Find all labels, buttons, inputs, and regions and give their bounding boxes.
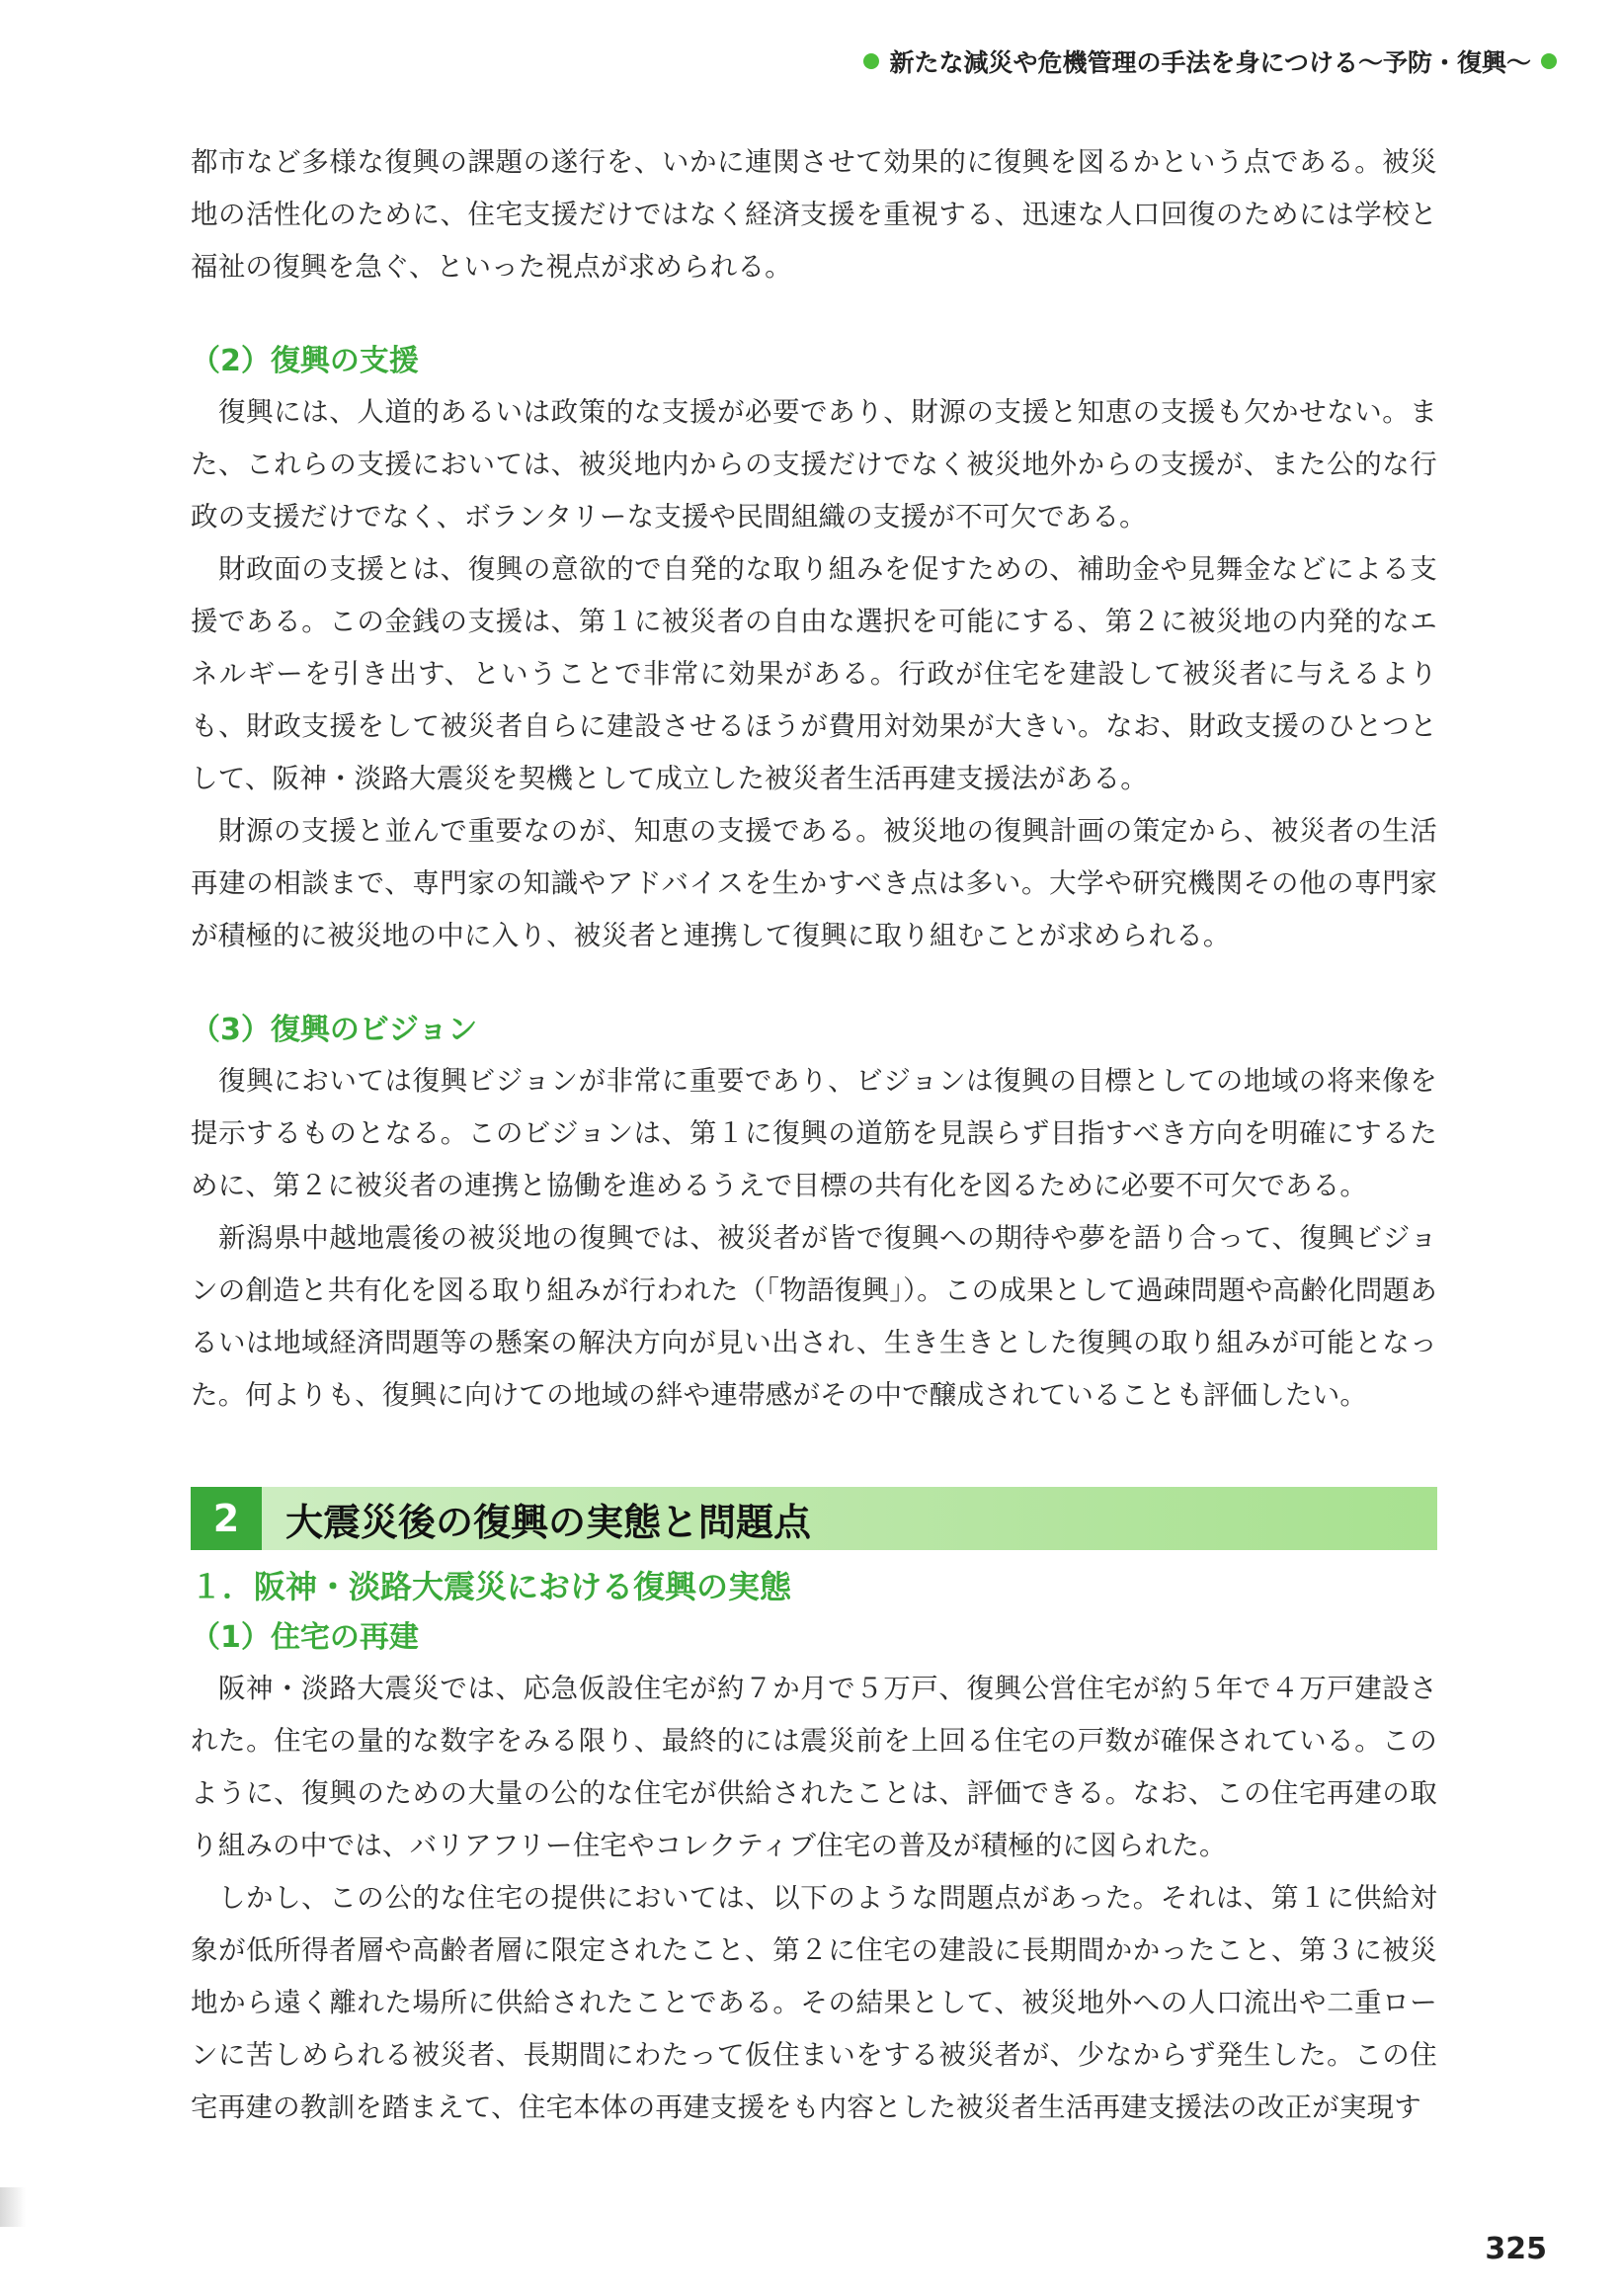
paragraph: しかし、この公的な住宅の提供においては、以下のような問題点があった。それは、第１に供給対象が低所得者層や高齢者層に限定されたこと、第２に住宅の建設に長期間かかったこと、第３に被災地から遠く離れた場所に供給されたことである。その結果として、被災地外への人口流出や二重ローンに苦しめられる被災者、長期間にわたって仮住まいをする被災者が、少なからず発生した。この住宅再建の教訓を踏まえて、住宅本体の再建支援をも内容とした被災者生活再建支援法の改正が実現す (191, 1882, 1437, 2123)
subheading: １．阪神・淡路大震災における復興の実態 (191, 1568, 792, 1605)
paragraph: 新潟県中越地震後の被災地の復興では、被災者が皆で復興への期待や夢を語り合って、復興ビジョンの創造と共有化を図る取り組みが行われた（「物語復興」）。この成果として過疎問題や高齢化問題あるいは地域経済問題等の懸案の解決方向が見い出され、生き生きとした復興の取り組みが可能となった。何よりも、復興に向けての地域の絆や連帯感がその中で醸成されていることも評価したい。 (191, 1222, 1437, 1411)
chapter-title: 大震災後の復興の実態と問題点 (285, 1500, 812, 1544)
heading-vision: （3）復興のビジョン (191, 1013, 478, 1047)
page-body (191, 136, 1437, 2134)
paragraph: 阪神・淡路大震災では、応急仮設住宅が約７か月で５万戸、復興公営住宅が約５年で４万戸建設された。住宅の量的な数字をみる限り、最終的には震災前を上回る住宅の戸数が確保されている。このように、復興のための大量の公的な住宅が供給されたことは、評価できる。なお、この住宅再建の取り組みの中では、バリアフリー住宅やコレクティブ住宅の普及が積極的に図られた。 (191, 1673, 1437, 1861)
scan-edge-mark (0, 2187, 26, 2227)
paragraph: 財源の支援と並んで重要なのが、知恵の支援である。被災地の復興計画の策定から、被災者の生活再建の相談まで、専門家の知識やアドバイスを生かすべき点は多い。大学や研究機関その他の専門家が積極的に被災地の中に入り、被災者と連携して復興に取り組むことが求められる。 (191, 815, 1437, 951)
heading-support: （2）復興の支援 (191, 344, 419, 378)
page-number: 325 (1485, 2232, 1547, 2266)
chapter-banner (191, 1487, 1437, 1550)
sub-subheading: （1）住宅の再建 (191, 1620, 419, 1655)
chapter-number: 2 (191, 1487, 262, 1550)
paragraph: 復興においては復興ビジョンが非常に重要であり、ビジョンは復興の目標としての地域の将来像を提示するものとなる。このビジョンは、第１に復興の道筋を見誤らず目指すべき方向を明確にするために、第２に被災者の連携と協働を進めるうえで目標の共有化を図るために必要不可欠である。 (191, 1065, 1437, 1201)
intro-paragraph: 都市など多様な復興の課題の遂行を、いかに連関させて効果的に復興を図るかという点である。被災地の活性化のために、住宅支援だけではなく経済支援を重視する、迅速な人口回復のためには学校と福祉の復興を急ぐ、といった視点が求められる。 (191, 146, 1437, 283)
bullet-dot-icon (863, 53, 879, 69)
running-header-title: 新たな減災や危機管理の手法を身につける〜予防・復興〜 (889, 48, 1531, 77)
bullet-dot-icon (1541, 53, 1557, 69)
paragraph: 復興には、人道的あるいは政策的な支援が必要であり、財源の支援と知恵の支援も欠かせない。また、これらの支援においては、被災地内からの支援だけでなく被災地外からの支援が、また公的な行政の支援だけでなく、ボランタリーな支援や民間組織の支援が不可欠である。 (191, 396, 1437, 533)
running-header (863, 43, 1557, 79)
paragraph: 財政面の支援とは、復興の意欲的で自発的な取り組みを促すための、補助金や見舞金などによる支援である。この金銭の支援は、第１に被災者の自由な選択を可能にする、第２に被災地の内発的なエネルギーを引き出す、ということで非常に効果がある。行政が住宅を建設して被災者に与えるよりも、財政支援をして被災者自らに建設させるほうが費用対効果が大きい。なお、財政支援のひとつとして、阪神・淡路大震災を契機として成立した被災者生活再建支援法がある。 (191, 553, 1437, 794)
